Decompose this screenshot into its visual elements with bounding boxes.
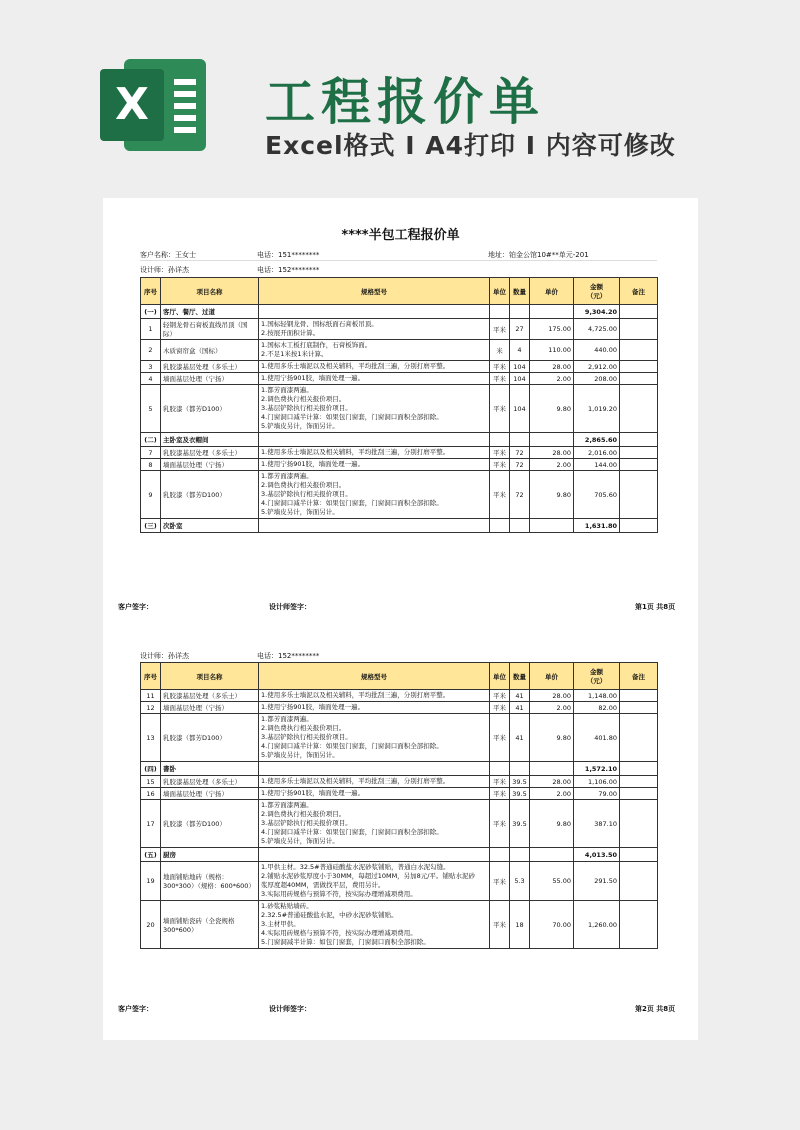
- item-name: 厨房: [161, 848, 259, 862]
- column-header: 序号: [141, 663, 161, 690]
- item-spec: [259, 762, 490, 776]
- item-unit-price: 9.80: [530, 714, 574, 762]
- column-header: 单位: [490, 278, 510, 305]
- table-row: [141, 319, 658, 340]
- item-quantity: 39.5: [510, 800, 530, 848]
- spec-line: 2.铺贴水泥砂浆厚度小于30MM，每超过10MM，另加8元/平。铺贴水泥砂: [261, 872, 476, 880]
- table-row: [141, 702, 658, 714]
- spec-line: 1.使用宁扬901胶，墙面处理一遍。: [261, 374, 365, 382]
- item-unit: 平米: [490, 373, 510, 385]
- item-remark: [620, 361, 658, 373]
- item-amount: 144.00: [574, 459, 620, 471]
- item-quantity: 41: [510, 690, 530, 702]
- item-unit-price: 70.00: [530, 901, 574, 949]
- column-header: 单位: [490, 663, 510, 690]
- item-unit-price: 9.80: [530, 385, 574, 433]
- spec-line: 3.基层铲除执行相关报价项目。: [261, 404, 352, 412]
- table-row: [141, 385, 658, 433]
- column-header: 备注: [620, 663, 658, 690]
- item-spec: [259, 862, 490, 901]
- item-quantity: [510, 519, 530, 533]
- item-unit-price: [530, 848, 574, 862]
- item-quantity: 27: [510, 319, 530, 340]
- item-amount: 82.00: [574, 702, 620, 714]
- banner-subtitle: Excel格式 I A4打印 I 内容可修改: [265, 131, 676, 160]
- item-remark: [620, 788, 658, 800]
- item-name: 墙面基层处理（宁扬）: [161, 459, 259, 471]
- item-quantity: [510, 848, 530, 862]
- item-amount: 1,106.00: [574, 776, 620, 788]
- item-quantity: 39.5: [510, 788, 530, 800]
- item-amount: 401.80: [574, 714, 620, 762]
- item-amount: 2,016.00: [574, 447, 620, 459]
- row-number: 8: [141, 459, 161, 471]
- page-number: 第2页 共8页: [635, 1005, 676, 1013]
- spec-line: 3.主材甲供。: [261, 920, 300, 928]
- item-amount: 79.00: [574, 788, 620, 800]
- column-header: 规格型号: [259, 663, 490, 690]
- table-header-row: [141, 278, 658, 305]
- item-remark: [620, 373, 658, 385]
- client-signature-label: 客户签字：: [118, 1005, 153, 1013]
- spec-line: 浆厚度超40MM，需做找平层，费用另计。: [261, 881, 385, 889]
- item-unit: [490, 762, 510, 776]
- spec-line: 4.门窗洞口减半计算：如果包门窗套，门窗洞口面积全部扣除。: [261, 742, 443, 750]
- spec-line: 5.铲墙皮另计，饰面另计。: [261, 751, 339, 759]
- item-unit: 平米: [490, 702, 510, 714]
- designer-signature-label: 设计师签字：: [269, 603, 311, 611]
- item-name: 乳胶漆（都芳D100）: [161, 385, 259, 433]
- excel-logo-lines: [174, 79, 196, 139]
- item-unit: 平米: [490, 714, 510, 762]
- row-number: 7: [141, 447, 161, 459]
- item-unit-price: 110.00: [530, 340, 574, 361]
- item-quantity: 41: [510, 702, 530, 714]
- item-remark: [620, 848, 658, 862]
- spec-line: 1.使用多乐士墙泥以及相关辅料，平均批刮三遍，分别打磨平整。: [261, 362, 450, 370]
- item-remark: [620, 862, 658, 901]
- item-amount: 1,572.10: [574, 762, 620, 776]
- item-spec: [259, 361, 490, 373]
- designer-name: 设计师：孙详杰: [140, 652, 189, 660]
- row-number: (一): [141, 305, 161, 319]
- item-amount: 4,725.00: [574, 319, 620, 340]
- column-header-text: （元）: [586, 677, 607, 685]
- item-name: 次卧室: [161, 519, 259, 533]
- spec-line: 1.都芳面漆两遍。: [261, 386, 313, 394]
- table-row: [141, 447, 658, 459]
- row-number: (三): [141, 519, 161, 533]
- item-quantity: [510, 305, 530, 319]
- item-spec: [259, 373, 490, 385]
- item-remark: [620, 471, 658, 519]
- item-unit: 米: [490, 340, 510, 361]
- spec-line: 4.实际用砖规格与预算不符，按实际办理增减项费用。: [261, 929, 417, 937]
- item-remark: [620, 340, 658, 361]
- item-spec: [259, 471, 490, 519]
- item-remark: [620, 305, 658, 319]
- item-name: 墙面铺贴瓷砖（全瓷规格300*600）: [161, 901, 259, 949]
- row-number: (五): [141, 848, 161, 862]
- column-header: 项目名称: [161, 278, 259, 305]
- item-amount: 291.50: [574, 862, 620, 901]
- row-number: 13: [141, 714, 161, 762]
- spec-line: 1.甲供主材。32.5#普通硅酸盐水泥砂浆铺贴，普通白水泥勾缝。: [261, 863, 450, 871]
- item-unit: 平米: [490, 319, 510, 340]
- doc-title: ****半包工程报价单: [341, 228, 460, 243]
- item-remark: [620, 690, 658, 702]
- banner-title: 工程报价单: [265, 73, 545, 131]
- table-row: [141, 340, 658, 361]
- item-spec: [259, 433, 490, 447]
- item-quantity: 104: [510, 361, 530, 373]
- item-unit-price: [530, 305, 574, 319]
- item-unit: 平米: [490, 385, 510, 433]
- client-address: 地址：铂金公馆10#**单元-201: [488, 251, 589, 259]
- item-quantity: 104: [510, 373, 530, 385]
- table-row: [141, 471, 658, 519]
- spec-line: 3.基层铲除执行相关报价项目。: [261, 819, 352, 827]
- spec-line: 3.基层铲除执行相关报价项目。: [261, 490, 352, 498]
- item-spec: [259, 714, 490, 762]
- item-remark: [620, 319, 658, 340]
- item-spec: [259, 788, 490, 800]
- item-name: 乳胶漆基层处理（多乐士）: [161, 690, 259, 702]
- row-number: 17: [141, 800, 161, 848]
- spec-line: 1.使用多乐士墙泥以及相关辅料，平均批刮三遍，分别打磨平整。: [261, 777, 450, 785]
- item-quantity: [510, 433, 530, 447]
- item-amount: 208.00: [574, 373, 620, 385]
- item-unit-price: 55.00: [530, 862, 574, 901]
- spec-line: 1.国标轻钢龙骨、国标纸面石膏板吊顶。: [261, 320, 378, 328]
- spec-line: 1.都芳面漆两遍。: [261, 801, 313, 809]
- item-amount: 4,013.50: [574, 848, 620, 862]
- item-spec: [259, 800, 490, 848]
- item-unit-price: 28.00: [530, 776, 574, 788]
- spec-line: 1.使用宁扬901胶，墙面处理一遍。: [261, 789, 365, 797]
- item-unit: [490, 433, 510, 447]
- item-unit-price: 28.00: [530, 447, 574, 459]
- section-row: [141, 305, 658, 319]
- spec-line: 4.门窗洞口减半计算：如果包门窗套，门窗洞口面积全部扣除。: [261, 828, 443, 836]
- row-number: (四): [141, 762, 161, 776]
- column-header: 数量: [510, 663, 530, 690]
- spec-line: 2.不足1米按1米计算。: [261, 350, 328, 358]
- table-row: [141, 373, 658, 385]
- row-number: 11: [141, 690, 161, 702]
- item-remark: [620, 776, 658, 788]
- column-header: 序号: [141, 278, 161, 305]
- spec-line: 3.基层铲除执行相关报价项目。: [261, 733, 352, 741]
- table-row: [141, 361, 658, 373]
- item-unit-price: 2.00: [530, 702, 574, 714]
- item-remark: [620, 901, 658, 949]
- item-unit-price: [530, 433, 574, 447]
- spec-line: 2.调色费执行相关报价项目。: [261, 810, 346, 818]
- quote-table-page-2: [140, 662, 658, 949]
- item-name: 主卧室及衣帽间: [161, 433, 259, 447]
- spec-line: 1.使用多乐士墙泥以及相关辅料，平均批刮三遍，分别打磨平整。: [261, 691, 450, 699]
- item-amount: 1,260.00: [574, 901, 620, 949]
- item-spec: [259, 776, 490, 788]
- item-name: 乳胶漆（都芳D100）: [161, 471, 259, 519]
- table-row: [141, 714, 658, 762]
- table-row: [141, 901, 658, 949]
- item-unit: [490, 305, 510, 319]
- column-header-text: （元）: [586, 292, 607, 300]
- spec-line: 2.32.5#普通硅酸盐水泥，中砂水泥砂浆铺贴。: [261, 911, 398, 919]
- item-unit-price: 9.80: [530, 471, 574, 519]
- spec-line: 1.砂浆粘贴墙砖。: [261, 902, 313, 910]
- row-number: 5: [141, 385, 161, 433]
- item-name: 客厅、餐厅、过道: [161, 305, 259, 319]
- spec-line: 2.调色费执行相关报价项目。: [261, 395, 346, 403]
- column-header: [574, 663, 620, 690]
- table-row: [141, 459, 658, 471]
- column-header: 备注: [620, 278, 658, 305]
- item-amount: 1,019.20: [574, 385, 620, 433]
- spec-line: 1.使用多乐士墙泥以及相关辅料，平均批刮三遍，分别打磨平整。: [261, 448, 450, 456]
- item-unit: 平米: [490, 776, 510, 788]
- quote-sheet: [103, 198, 698, 1040]
- column-header-text: 金额: [590, 668, 603, 676]
- column-header: [574, 278, 620, 305]
- item-unit: [490, 519, 510, 533]
- item-quantity: 72: [510, 447, 530, 459]
- table-row: [141, 800, 658, 848]
- spec-line: 5.铲墙皮另计，饰面另计。: [261, 837, 339, 845]
- column-header: 单价: [530, 278, 574, 305]
- item-unit-price: 28.00: [530, 690, 574, 702]
- excel-logo: [100, 55, 210, 155]
- item-spec: [259, 901, 490, 949]
- item-unit-price: 2.00: [530, 459, 574, 471]
- item-name: 地面铺贴地砖（规格：300*300）（规格：600*600）: [161, 862, 259, 901]
- row-number: (二): [141, 433, 161, 447]
- item-amount: 1,148.00: [574, 690, 620, 702]
- quote-table-page-1: [140, 277, 658, 533]
- item-amount: 705.60: [574, 471, 620, 519]
- spec-line: 1.使用宁扬901胶，墙面处理一遍。: [261, 460, 365, 468]
- item-quantity: 72: [510, 459, 530, 471]
- item-remark: [620, 714, 658, 762]
- designer-name: 设计师：孙详杰: [140, 266, 189, 274]
- column-header: 项目名称: [161, 663, 259, 690]
- item-amount: 2,865.60: [574, 433, 620, 447]
- item-name: 乳胶漆基层处理（多乐士）: [161, 776, 259, 788]
- row-number: 19: [141, 862, 161, 901]
- item-remark: [620, 762, 658, 776]
- item-name: 墙面基层处理（宁扬）: [161, 373, 259, 385]
- item-spec: [259, 447, 490, 459]
- item-unit: 平米: [490, 901, 510, 949]
- item-spec: [259, 340, 490, 361]
- item-name: 書卧: [161, 762, 259, 776]
- designer-phone: 电话：152********: [257, 652, 320, 660]
- item-name: 乳胶漆基层处理（多乐士）: [161, 361, 259, 373]
- item-name: 乳胶漆基层处理（多乐士）: [161, 447, 259, 459]
- row-number: 12: [141, 702, 161, 714]
- row-number: 3: [141, 361, 161, 373]
- item-spec: [259, 848, 490, 862]
- column-header: 规格型号: [259, 278, 490, 305]
- spec-line: 5.门窗洞减半计算：如包门窗套，门窗洞口面积全部扣除。: [261, 938, 430, 946]
- item-amount: 387.10: [574, 800, 620, 848]
- spec-line: 2.按展开面积计算。: [261, 329, 320, 337]
- item-name: 木质窗帘盒（国标）: [161, 340, 259, 361]
- spec-line: 5.铲墙皮另计，饰面另计。: [261, 508, 339, 516]
- item-amount: 9,304.20: [574, 305, 620, 319]
- row-number: 9: [141, 471, 161, 519]
- item-unit-price: 28.00: [530, 361, 574, 373]
- item-amount: 2,912.00: [574, 361, 620, 373]
- divider: [140, 260, 657, 261]
- item-amount: 440.00: [574, 340, 620, 361]
- item-spec: [259, 519, 490, 533]
- spec-line: 4.门窗洞口减半计算：如果包门窗套，门窗洞口面积全部扣除。: [261, 413, 443, 421]
- item-remark: [620, 459, 658, 471]
- client-name: 客户名称：王女士: [140, 251, 196, 259]
- item-unit: 平米: [490, 459, 510, 471]
- item-unit: 平米: [490, 447, 510, 459]
- item-name: 墙面基层处理（宁扬）: [161, 788, 259, 800]
- row-number: 2: [141, 340, 161, 361]
- item-remark: [620, 800, 658, 848]
- item-unit-price: 9.80: [530, 800, 574, 848]
- spec-line: 4.门窗洞口减半计算：如果包门窗套，门窗洞口面积全部扣除。: [261, 499, 443, 507]
- item-unit: 平米: [490, 471, 510, 519]
- table-header-row: [141, 663, 658, 690]
- spec-line: 2.调色费执行相关报价项目。: [261, 481, 346, 489]
- table-row: [141, 776, 658, 788]
- client-phone: 电话：151********: [257, 251, 320, 259]
- item-spec: [259, 319, 490, 340]
- item-spec: [259, 385, 490, 433]
- client-signature-label: 客户签字：: [118, 603, 153, 611]
- section-row: [141, 848, 658, 862]
- spec-line: 1.都芳面漆两遍。: [261, 715, 313, 723]
- item-unit: [490, 848, 510, 862]
- designer-phone: 电话：152********: [257, 266, 320, 274]
- spec-line: 5.铲墙皮另计，饰面另计。: [261, 422, 339, 430]
- item-spec: [259, 702, 490, 714]
- item-unit-price: [530, 519, 574, 533]
- item-unit: 平米: [490, 862, 510, 901]
- table-row: [141, 690, 658, 702]
- spec-line: 1.都芳面漆两遍。: [261, 472, 313, 480]
- item-remark: [620, 447, 658, 459]
- item-quantity: 39.5: [510, 776, 530, 788]
- row-number: 1: [141, 319, 161, 340]
- section-row: [141, 519, 658, 533]
- item-name: 乳胶漆（都芳D100）: [161, 800, 259, 848]
- item-unit-price: 2.00: [530, 788, 574, 800]
- item-unit: 平米: [490, 690, 510, 702]
- item-remark: [620, 519, 658, 533]
- item-quantity: 4: [510, 340, 530, 361]
- item-unit: 平米: [490, 788, 510, 800]
- item-quantity: 41: [510, 714, 530, 762]
- item-name: 乳胶漆（都芳D100）: [161, 714, 259, 762]
- item-unit-price: 175.00: [530, 319, 574, 340]
- column-header: 单价: [530, 663, 574, 690]
- item-unit-price: 2.00: [530, 373, 574, 385]
- item-spec: [259, 690, 490, 702]
- item-remark: [620, 433, 658, 447]
- item-quantity: [510, 762, 530, 776]
- excel-logo-letter: X: [100, 69, 164, 141]
- table-row: [141, 862, 658, 901]
- spec-line: 3.实际用砖规格与预算不符，按实际办理增减项费用。: [261, 890, 417, 898]
- item-remark: [620, 385, 658, 433]
- item-quantity: 72: [510, 471, 530, 519]
- item-quantity: 104: [510, 385, 530, 433]
- table-row: [141, 788, 658, 800]
- item-unit: 平米: [490, 361, 510, 373]
- row-number: 4: [141, 373, 161, 385]
- row-number: 16: [141, 788, 161, 800]
- item-quantity: 18: [510, 901, 530, 949]
- item-spec: [259, 305, 490, 319]
- spec-line: 1.国标木工板打底制作，石膏板饰面。: [261, 341, 372, 349]
- column-header: 数量: [510, 278, 530, 305]
- row-number: 20: [141, 901, 161, 949]
- item-name: 墙面基层处理（宁扬）: [161, 702, 259, 714]
- item-unit: 平米: [490, 800, 510, 848]
- item-unit-price: [530, 762, 574, 776]
- section-row: [141, 762, 658, 776]
- item-amount: 1,631.80: [574, 519, 620, 533]
- item-quantity: 5.3: [510, 862, 530, 901]
- page-number: 第1页 共8页: [635, 603, 676, 611]
- column-header-text: 金额: [590, 283, 603, 291]
- designer-signature-label: 设计师签字：: [269, 1005, 311, 1013]
- item-name: 轻钢龙骨石膏板直线吊顶（国际）: [161, 319, 259, 340]
- section-row: [141, 433, 658, 447]
- item-remark: [620, 702, 658, 714]
- row-number: 15: [141, 776, 161, 788]
- spec-line: 2.调色费执行相关报价项目。: [261, 724, 346, 732]
- item-spec: [259, 459, 490, 471]
- spec-line: 1.使用宁扬901胶，墙面处理一遍。: [261, 703, 365, 711]
